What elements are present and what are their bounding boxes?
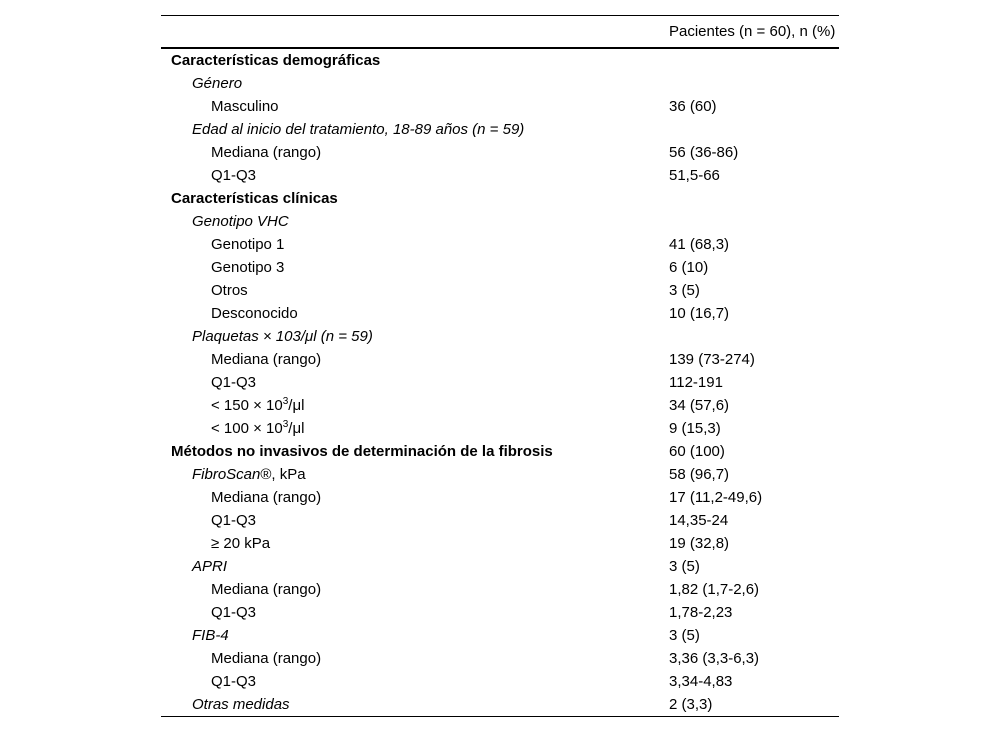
row-value	[669, 48, 839, 72]
patient-characteristics-table-wrapper	[161, 15, 839, 717]
table-row	[161, 141, 839, 164]
section-heading: Características clínicas	[171, 190, 338, 207]
header-patients: Pacientes (n = 60), n (%)	[669, 23, 836, 40]
table-row	[161, 532, 839, 555]
row-label: Genotipo 1	[211, 236, 285, 253]
row-value	[669, 210, 839, 233]
row-label-unit: ®, kPa	[260, 466, 306, 483]
row-label: Otros	[211, 282, 248, 299]
row-label: Genotipo 3	[211, 259, 285, 276]
table-row	[161, 555, 839, 578]
section-heading: Características demográficas	[171, 52, 381, 69]
table-row	[161, 647, 839, 670]
row-value: 19 (32,8)	[669, 535, 730, 552]
table-row	[161, 256, 839, 279]
row-label-unit: /μl	[288, 397, 305, 414]
patient-characteristics-table	[161, 15, 839, 717]
row-label: Masculino	[211, 98, 279, 115]
row-label-exponent: 3	[282, 419, 289, 430]
table-row	[161, 72, 839, 95]
row-value: 6 (10)	[669, 259, 709, 276]
table-row	[161, 578, 839, 601]
row-label: Mediana (rango)	[211, 581, 322, 598]
subsection-heading: Género	[192, 75, 243, 92]
subsection-heading: APRI	[192, 558, 228, 575]
row-value: 3 (5)	[669, 627, 700, 644]
row-value: 112-191	[669, 374, 723, 391]
row-value: 14,35-24	[669, 512, 729, 529]
row-label	[161, 417, 669, 440]
subsection-heading	[161, 463, 669, 486]
table-row	[161, 118, 839, 141]
table-row	[161, 670, 839, 693]
row-label: Q1-Q3	[211, 167, 257, 184]
table-header-row	[161, 16, 839, 49]
table-row	[161, 164, 839, 187]
row-value: 1,82 (1,7-2,6)	[669, 581, 760, 598]
table-row	[161, 279, 839, 302]
row-value: 51,5-66	[669, 167, 720, 184]
row-label: Q1-Q3	[211, 673, 257, 690]
table-row	[161, 95, 839, 118]
table-row	[161, 233, 839, 256]
row-value: 56 (36-86)	[669, 144, 739, 161]
row-label: Q1-Q3	[211, 512, 257, 529]
table-row	[161, 624, 839, 647]
row-value: 17 (11,2-49,6)	[669, 489, 763, 506]
row-label-text: < 150 × 10	[211, 397, 283, 414]
table-row	[161, 509, 839, 532]
row-value: 9 (15,3)	[669, 420, 721, 437]
row-value: 139 (73-274)	[669, 351, 755, 368]
row-value: 60 (100)	[669, 443, 725, 460]
table-row	[161, 325, 839, 348]
row-value: 3,36 (3,3-6,3)	[669, 650, 760, 667]
subsection-heading: Plaquetas × 103/μl (n = 59)	[192, 328, 373, 345]
table-row	[161, 417, 839, 440]
row-label: Desconocido	[211, 305, 298, 322]
table-row	[161, 48, 839, 72]
table-row	[161, 463, 839, 486]
row-value	[669, 118, 839, 141]
row-value	[669, 187, 839, 210]
row-value	[669, 325, 839, 348]
row-label: Q1-Q3	[211, 374, 257, 391]
row-value: 41 (68,3)	[669, 236, 730, 253]
row-value: 58 (96,7)	[669, 466, 730, 483]
table-row	[161, 394, 839, 417]
row-value: 3 (5)	[669, 558, 700, 575]
row-label-exponent: 3	[282, 396, 289, 407]
row-value: 3,34-4,83	[669, 673, 733, 690]
table-row	[161, 371, 839, 394]
row-label-unit: /μl	[288, 420, 305, 437]
subsection-heading: Edad al inicio del tratamiento, 18-89 años (n = 59)	[192, 121, 525, 138]
table-row	[161, 693, 839, 717]
subsection-heading: FIB-4	[192, 627, 229, 644]
row-label	[161, 394, 669, 417]
table-row	[161, 348, 839, 371]
row-label: Mediana (rango)	[211, 144, 322, 161]
row-label: Q1-Q3	[211, 604, 257, 621]
row-value: 2 (3,3)	[669, 696, 713, 713]
row-value: 1,78-2,23	[669, 604, 733, 621]
row-label: ≥ 20 kPa	[211, 535, 271, 552]
row-label: Mediana (rango)	[211, 650, 322, 667]
row-value: 3 (5)	[669, 282, 700, 299]
subsection-heading: Genotipo VHC	[192, 213, 289, 230]
row-label: Mediana (rango)	[211, 489, 322, 506]
table-row	[161, 210, 839, 233]
table-row	[161, 486, 839, 509]
row-value: 36 (60)	[669, 98, 717, 115]
row-label-text: < 100 × 10	[211, 420, 283, 437]
table-row	[161, 302, 839, 325]
header-characteristic	[161, 16, 669, 49]
table-row	[161, 601, 839, 624]
table-row	[161, 440, 839, 463]
row-value	[669, 72, 839, 95]
subsection-heading: Otras medidas	[192, 696, 290, 713]
table-row	[161, 187, 839, 210]
row-label-text: FibroScan	[192, 466, 261, 483]
row-value: 34 (57,6)	[669, 397, 730, 414]
row-label: Mediana (rango)	[211, 351, 322, 368]
row-value: 10 (16,7)	[669, 305, 730, 322]
section-heading: Métodos no invasivos de determinación de la fibrosis	[171, 443, 553, 460]
